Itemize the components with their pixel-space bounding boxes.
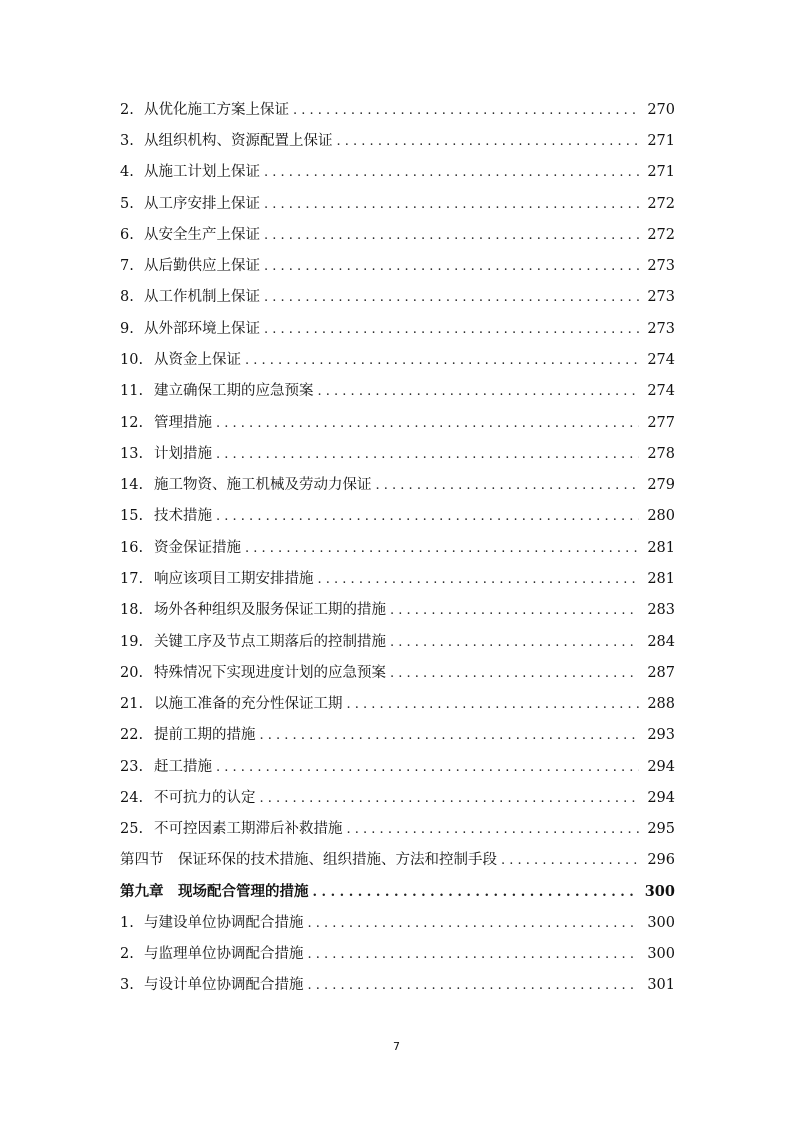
toc-entry-number: 第九章 [120,883,164,900]
toc-entry-number: 24. [120,790,144,806]
dot-leader [264,224,639,248]
toc-entry-title: 赶工措施 [154,759,212,775]
dot-leader [347,818,640,842]
toc-entry-number: 2. [120,102,134,118]
toc-entry-number: 13. [120,446,144,462]
toc-entry-number: 8. [120,289,134,305]
toc-entry-title: 不可抗力的认定 [154,790,256,806]
toc-entry[interactable] [120,848,675,872]
toc-entry[interactable] [120,942,675,966]
toc-entry-title: 与设计单位协调配合措施 [144,977,304,993]
toc-entry-number: 20. [120,665,144,681]
toc-entry-page: 281 [647,571,675,587]
toc-entry[interactable] [120,348,675,372]
toc-entry-page: 281 [647,540,675,556]
toc-entry[interactable] [120,630,675,654]
toc-entry-number: 14. [120,477,144,493]
dot-leader [264,193,639,217]
dot-leader [390,599,639,623]
dot-leader [216,756,639,780]
toc-entry[interactable] [120,692,675,716]
dot-leader [245,349,639,373]
toc-entry-number: 18. [120,602,144,618]
toc-entry[interactable] [120,817,675,841]
toc-entry-page: 300 [644,883,675,900]
toc-entry-number: 9. [120,321,134,337]
toc-entry-page: 283 [647,602,675,618]
toc-entry-title: 与监理单位协调配合措施 [144,946,304,962]
toc-entry-page: 287 [647,665,675,681]
toc-entry-title: 从工序安排上保证 [144,196,260,212]
dot-leader [216,443,639,467]
toc-entry-number: 4. [120,164,134,180]
toc-entry-page: 284 [647,634,675,650]
toc-entry-number: 25. [120,821,144,837]
toc-entry-title: 从资金上保证 [154,352,241,368]
dot-leader [318,568,640,592]
toc-entry-number: 11. [120,383,144,399]
toc-entry[interactable] [120,160,675,184]
toc-entry-title: 从安全生产上保证 [144,227,260,243]
toc-entry-number: 2. [120,946,134,962]
toc-entry-page: 280 [647,508,675,524]
toc-entry-number: 12. [120,415,144,431]
toc-entry[interactable] [120,786,675,810]
dot-leader [390,662,639,686]
dot-leader [264,161,639,185]
dot-leader [337,130,640,154]
dot-leader [293,99,639,123]
dot-leader [245,537,639,561]
toc-entry[interactable] [120,285,675,309]
toc-entry[interactable] [120,473,675,497]
toc-entry-page: 273 [647,289,675,305]
dot-leader [390,631,639,655]
toc-entry-title: 技术措施 [154,508,212,524]
toc-entry[interactable] [120,192,675,216]
toc-entry-title: 关键工序及节点工期落后的控制措施 [154,634,386,650]
toc-entry-title: 资金保证措施 [154,540,241,556]
toc-entry-page: 271 [647,133,675,149]
toc-entry[interactable] [120,223,675,247]
toc-entry-page: 296 [647,852,675,868]
toc-entry-title: 从施工计划上保证 [144,164,260,180]
toc-entry-page: 274 [647,352,675,368]
dot-leader [216,505,639,529]
dot-leader [308,974,640,998]
toc-entry[interactable] [120,504,675,528]
toc-entry-number: 3. [120,977,134,993]
toc-entry-title: 从组织机构、资源配置上保证 [144,133,333,149]
toc-entry[interactable] [120,411,675,435]
toc-entry[interactable] [120,379,675,403]
toc-entry-page: 288 [647,696,675,712]
dot-leader [347,693,640,717]
toc-entry-number: 17. [120,571,144,587]
toc-entry-title: 场外各种组织及服务保证工期的措施 [154,602,386,618]
toc-entry-title: 不可控因素工期滞后补救措施 [154,821,343,837]
toc-entry-title: 建立确保工期的应急预案 [154,383,314,399]
toc-entry[interactable] [120,98,675,122]
toc-entry[interactable] [120,723,675,747]
toc-entry-page: 301 [647,977,675,993]
toc-entry[interactable] [120,317,675,341]
toc-entry-number: 3. [120,133,134,149]
toc-entry[interactable] [120,129,675,153]
dot-leader [216,412,639,436]
toc-entry-page: 274 [647,383,675,399]
toc-entry[interactable] [120,973,675,997]
toc-entry-number: 第四节 [120,852,164,868]
toc-entry-number: 10. [120,352,144,368]
toc-entry-number: 16. [120,540,144,556]
toc-entry-page: 271 [647,164,675,180]
toc-entry-page: 272 [647,196,675,212]
toc-entry-title: 管理措施 [154,415,212,431]
toc-entry-page: 300 [647,915,675,931]
toc-entry-title: 从工作机制上保证 [144,289,260,305]
toc-entry-title: 施工物资、施工机械及劳动力保证 [154,477,372,493]
toc-entry-number: 19. [120,634,144,650]
toc-entry-page: 273 [647,258,675,274]
dot-leader [313,881,637,905]
toc-entry-number: 15. [120,508,144,524]
dot-leader [264,286,639,310]
toc-entry-title: 特殊情况下实现进度计划的应急预案 [154,665,386,681]
dot-leader [260,724,640,748]
toc-entry-page: 278 [647,446,675,462]
dot-leader [264,255,639,279]
toc-entry-title: 保证环保的技术措施、组织措施、方法和控制手段 [178,852,497,868]
toc-entry-number: 23. [120,759,144,775]
toc-entry-page: 293 [647,727,675,743]
toc-entry-title: 从外部环境上保证 [144,321,260,337]
dot-leader [501,849,639,873]
toc-entry-title: 现场配合管理的措施 [178,883,309,900]
toc-entry-title: 与建设单位协调配合措施 [144,915,304,931]
toc-entry-page: 294 [647,759,675,775]
dot-leader [308,943,640,967]
toc-entry-title: 计划措施 [154,446,212,462]
toc-entry-page: 300 [647,946,675,962]
toc-entry[interactable] [120,536,675,560]
toc-entry-number: 7. [120,258,134,274]
dot-leader [376,474,640,498]
toc-entry-page: 295 [647,821,675,837]
toc-entry[interactable] [120,911,675,935]
dot-leader [308,912,640,936]
dot-leader [264,318,639,342]
toc-entry-title: 从后勤供应上保证 [144,258,260,274]
toc-entry[interactable] [120,661,675,685]
toc-entry-page: 277 [647,415,675,431]
toc-entry-title: 从优化施工方案上保证 [144,102,289,118]
page-number: 7 [393,1040,400,1053]
toc-chapter-entry[interactable] [120,880,675,904]
toc-entry-number: 22. [120,727,144,743]
toc-entry-number: 6. [120,227,134,243]
toc-entry-number: 21. [120,696,144,712]
toc-entry-page: 279 [647,477,675,493]
toc-entry[interactable] [120,567,675,591]
toc-entry-title: 响应该项目工期安排措施 [154,571,314,587]
toc-entry[interactable] [120,598,675,622]
dot-leader [260,787,640,811]
toc-entry-number: 5. [120,196,134,212]
toc-entry-page: 270 [647,102,675,118]
toc-entry[interactable] [120,755,675,779]
toc-entry-page: 294 [647,790,675,806]
toc-entry[interactable] [120,254,675,278]
toc-entry-title: 提前工期的措施 [154,727,256,743]
dot-leader [318,380,640,404]
toc-entry-title: 以施工准备的充分性保证工期 [154,696,343,712]
toc-entry-page: 273 [647,321,675,337]
toc-entry-number: 1. [120,915,134,931]
toc-entry[interactable] [120,442,675,466]
toc-entry-page: 272 [647,227,675,243]
